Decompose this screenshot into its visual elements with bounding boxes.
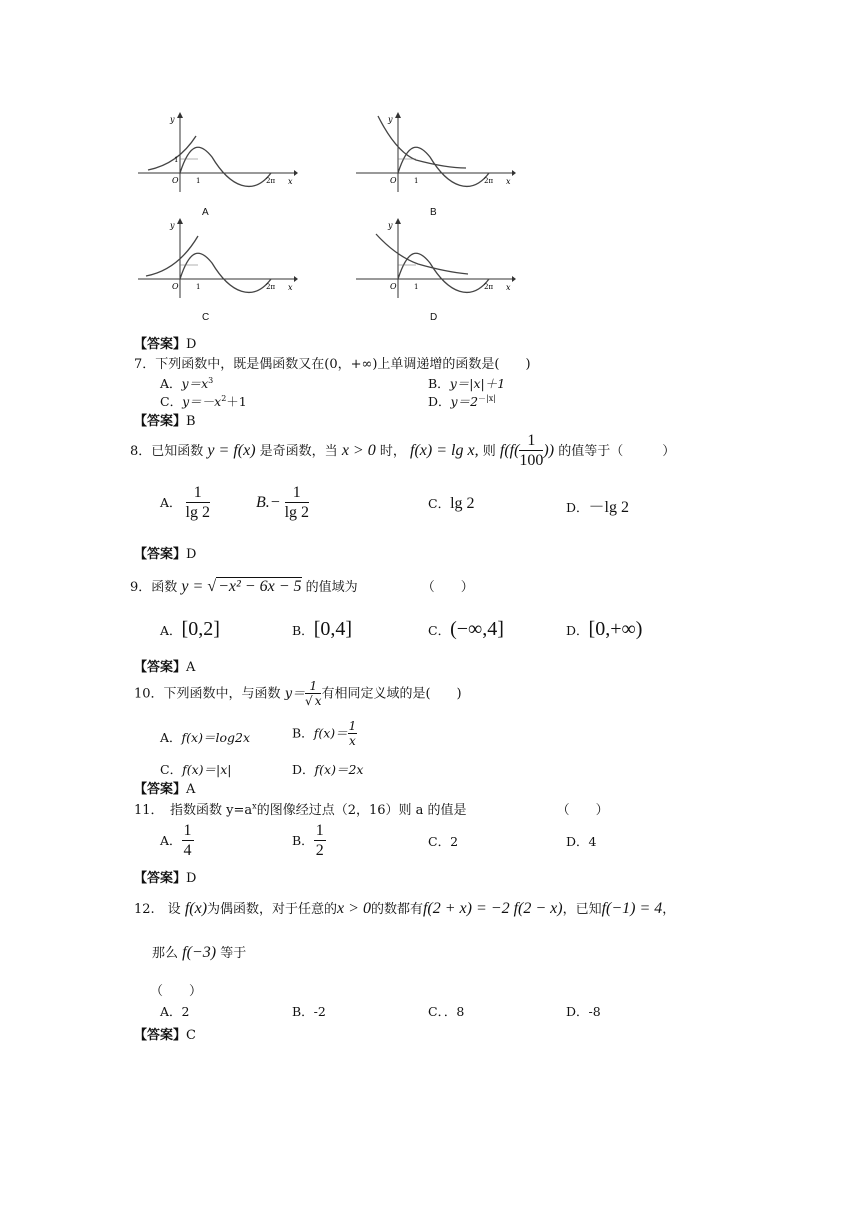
q12-stem-line2: 那么 f(−3) 等于 bbox=[152, 944, 247, 961]
svg-text:1: 1 bbox=[414, 177, 419, 185]
svg-text:O: O bbox=[390, 176, 397, 185]
q7-option-a: A．$y=x^3$ bbox=[160, 375, 214, 391]
q12-option-d: D．-8 bbox=[566, 1004, 601, 1019]
svg-text:1: 1 bbox=[196, 177, 201, 185]
svg-text:2π: 2π bbox=[484, 283, 494, 291]
q11-answer: 【答案】D bbox=[134, 871, 197, 886]
q9-option-a: A．[0,2] bbox=[160, 618, 220, 640]
svg-text:x: x bbox=[288, 283, 293, 292]
q6-answer: 【答案】D bbox=[134, 337, 197, 352]
q10-option-c: C．f(x)＝|x| bbox=[160, 762, 232, 777]
svg-text:O: O bbox=[172, 176, 179, 185]
q7-answer: 【答案】B bbox=[134, 414, 196, 429]
svg-text:x: x bbox=[506, 177, 511, 186]
q9-option-c: C．(−∞,4] bbox=[428, 618, 504, 640]
q7-option-b: B．y＝|x|＋1 bbox=[428, 376, 506, 391]
q11-option-c: C．2 bbox=[428, 834, 459, 849]
graph-option-d bbox=[356, 218, 516, 298]
svg-text:1: 1 bbox=[174, 156, 179, 164]
q7-option-d: D．$y=2^{-|x|}$ bbox=[428, 393, 496, 409]
q9-answer: 【答案】A bbox=[134, 660, 196, 675]
q10-option-b: B．f(x)＝ $\frac{1}{x}$ bbox=[292, 719, 357, 748]
q11-option-d: D．4 bbox=[566, 834, 597, 849]
q12-option-a: A．2 bbox=[160, 1004, 190, 1019]
q10-stem: 10．下列函数中，与函数 y＝ $\frac{1}{√ x}$ 有相同定义域的是( ) bbox=[134, 679, 462, 708]
graph-option-a bbox=[138, 112, 298, 192]
q12-stem: 12. 设 f(x)为偶函数，对于任意的x > 0的数都有f(2 + x) = −2 f(2 − x)，已知f(−1) = 4， bbox=[134, 900, 676, 917]
graph-option-c bbox=[138, 218, 298, 298]
svg-text:x: x bbox=[506, 283, 511, 292]
q12-answer: 【答案】C bbox=[134, 1028, 196, 1043]
q12-option-c: C．．8 bbox=[428, 1004, 465, 1019]
q8-option-c: C．lg 2 bbox=[428, 495, 475, 512]
q9-option-d: D．[0,+∞) bbox=[566, 618, 643, 640]
svg-text:y: y bbox=[388, 115, 393, 124]
q12-paren: （ ） bbox=[150, 984, 203, 999]
q11-option-a: A． $\frac{1}{4}$ bbox=[160, 822, 192, 859]
q10-option-a: A．f(x)＝log2x bbox=[160, 730, 250, 745]
q8-option-d: D．－lg 2 bbox=[566, 499, 629, 516]
q11-option-b: B． $\frac{1}{2}$ bbox=[292, 822, 324, 859]
q7-stem: 7．下列函数中，既是偶函数又在(0，+∞)上单调递增的函数是( ) bbox=[134, 357, 531, 372]
svg-text:2π: 2π bbox=[266, 177, 276, 185]
graph-option-b bbox=[356, 112, 516, 192]
svg-text:O: O bbox=[390, 282, 397, 291]
svg-text:y: y bbox=[170, 115, 175, 124]
q7-option-c: C．$y=-x^2+1$ bbox=[160, 393, 247, 409]
graph-caption-d: D bbox=[430, 312, 438, 323]
svg-text:x: x bbox=[288, 177, 293, 186]
q8-stem: 8．已知函数 y = f(x) 是奇函数，当 x > 0 时， f(x) = lg x, 则 f(f( $\frac{1}{100}$ )) 的值等于（ ） bbox=[130, 432, 676, 469]
q9-option-b: B．[0,4] bbox=[292, 618, 353, 640]
svg-text:2π: 2π bbox=[484, 177, 494, 185]
graph-caption-a: A bbox=[202, 207, 209, 218]
q12-option-b: B．-2 bbox=[292, 1004, 326, 1019]
q9-stem: 9．函数 y = √ −x² − 6x − 5 的值域为 （ ） bbox=[130, 578, 474, 595]
svg-text:O: O bbox=[172, 282, 179, 291]
q11-stem: 11． 指数函数 $y=a^x$的图像经过点（2，16）则 a 的值是 （ ） bbox=[134, 801, 609, 818]
q10-answer: 【答案】A bbox=[134, 782, 196, 797]
svg-text:y: y bbox=[170, 221, 175, 230]
svg-text:1: 1 bbox=[196, 283, 201, 291]
q10-option-d: D．f(x)＝2x bbox=[292, 762, 364, 777]
graph-caption-b: B bbox=[430, 207, 437, 218]
svg-text:y: y bbox=[388, 221, 393, 230]
q8-answer: 【答案】D bbox=[134, 547, 197, 562]
graph-caption-c: C bbox=[202, 312, 210, 323]
svg-text:1: 1 bbox=[414, 283, 419, 291]
q8-option-a: A． $\frac{1}{\lg 2}$ bbox=[160, 484, 210, 521]
q8-option-b: B.− $\frac{1}{\lg 2}$ bbox=[256, 484, 310, 521]
svg-text:2π: 2π bbox=[266, 283, 276, 291]
